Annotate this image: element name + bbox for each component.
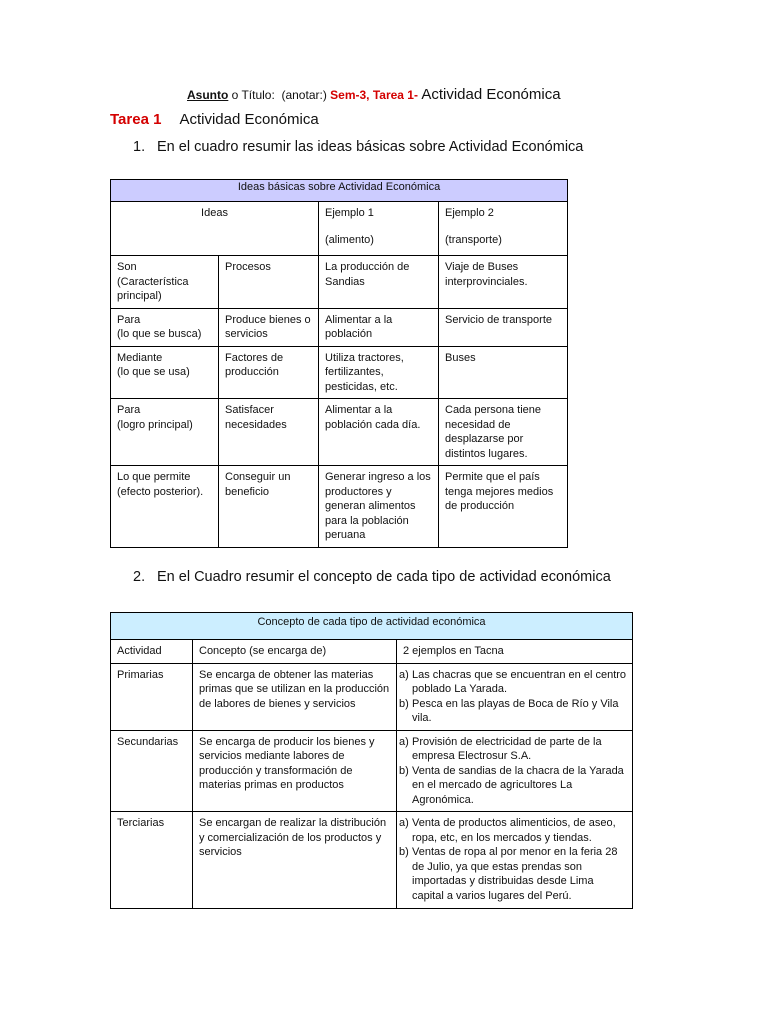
ejemplo-2-cell: Buses bbox=[439, 346, 568, 399]
idea-cell: Produce bienes o servicios bbox=[219, 308, 319, 346]
question-1-text: En el cuadro resumir las ideas básicas sobre Actividad Económica bbox=[157, 139, 584, 155]
task-label: Tarea 1 bbox=[110, 111, 162, 128]
list-marker: a) bbox=[399, 817, 409, 829]
ejemplo-2-cell: Viaje de Buses interprovinciales. bbox=[439, 256, 568, 309]
task-heading bbox=[110, 111, 319, 128]
list-marker: b) bbox=[399, 697, 409, 710]
subject-label: Asunto bbox=[187, 88, 229, 102]
col-header-ideas: Ideas bbox=[111, 202, 319, 256]
row-label-main: Mediante bbox=[117, 351, 163, 364]
list-item-text: Provisión de electricidad de parte de la empresa Electrosur S.A. bbox=[412, 735, 602, 762]
row-label bbox=[111, 399, 219, 466]
table-row bbox=[111, 399, 568, 466]
list-item-text: Las chacras que se encuentran en el centro poblado La Yarada. bbox=[412, 668, 627, 695]
activity-name: Secundarias bbox=[111, 730, 193, 812]
row-label-main: Para bbox=[117, 313, 141, 326]
idea-cell: Satisfacer necesidades bbox=[219, 399, 319, 466]
ejemplo-1-cell: Alimentar a la población bbox=[319, 308, 439, 346]
col-header-ejemplo-2 bbox=[439, 202, 568, 256]
document-subject bbox=[187, 86, 561, 103]
col-header-concepto: Concepto (se encarga de) bbox=[193, 639, 397, 663]
list-item bbox=[399, 816, 626, 845]
activity-name: Terciarias bbox=[111, 812, 193, 909]
row-label-main: Lo que permite bbox=[117, 471, 191, 483]
list-item-text: Venta de sandias de la chacra de la Yarada en el mercado de agricultores La Agronómica. bbox=[412, 764, 624, 806]
ejemplo-1-label: Ejemplo 1 bbox=[325, 207, 374, 219]
list-item-text: Ventas de ropa al por menor en la feria 28 de Julio, ya que estas prendas son importadas y distribuidas desde Lima capital a varios lugares del Perú. bbox=[412, 846, 618, 902]
row-label bbox=[111, 308, 219, 346]
row-label bbox=[111, 346, 219, 399]
subject-title: Actividad Económica bbox=[417, 86, 561, 103]
ejemplo-2-sub: (transporte) bbox=[445, 233, 502, 246]
col-header-ejemplos: 2 ejemplos en Tacna bbox=[397, 639, 633, 663]
list-item-text: Venta de productos alimenticios, de aseo, ropa, etc, en los mercados y tiendas. bbox=[412, 817, 616, 844]
activity-concept: Se encarga de producir los bienes y servicios mediante labores de producción y transformación de materias primas en productos bbox=[193, 730, 397, 812]
activity-examples bbox=[397, 812, 633, 909]
list-item bbox=[399, 845, 626, 903]
ejemplo-2-cell: Permite que el país tenga mejores medios de producción bbox=[439, 466, 568, 548]
row-label-main: Son bbox=[117, 261, 137, 273]
row-label bbox=[111, 256, 219, 309]
activity-concept: Se encarga de obtener las materias primas que se utilizan en la producción de labores de bienes y servicios bbox=[193, 663, 397, 730]
list-marker: a) bbox=[399, 668, 409, 681]
row-label-main: Para bbox=[117, 404, 141, 416]
activity-name: Primarias bbox=[111, 663, 193, 730]
question-2-text: En el Cuadro resumir el concepto de cada tipo de actividad económica bbox=[157, 569, 611, 585]
table-row bbox=[111, 663, 633, 730]
ejemplo-2-cell: Servicio de transporte bbox=[439, 308, 568, 346]
list-marker: b) bbox=[399, 764, 409, 777]
activity-concept: Se encargan de realizar la distribución y comercialización de los productos y servicios bbox=[193, 812, 397, 909]
subject-text: o Título: (anotar:) bbox=[228, 88, 331, 102]
ejemplo-1-cell: Generar ingreso a los productores y generan alimentos para la población peruana bbox=[319, 466, 439, 548]
col-header-actividad: Actividad bbox=[111, 639, 193, 663]
row-label-sub: (logro principal) bbox=[117, 418, 193, 431]
list-item bbox=[399, 697, 626, 726]
table-row bbox=[111, 730, 633, 812]
ejemplo-2-label: Ejemplo 2 bbox=[445, 207, 494, 219]
row-label-sub: (Característica principal) bbox=[117, 275, 189, 302]
row-label bbox=[111, 466, 219, 548]
ejemplo-1-cell: La producción de Sandias bbox=[319, 256, 439, 309]
question-1-number: 1. bbox=[133, 139, 146, 155]
subject-tag: Sem-3, Tarea 1- bbox=[330, 88, 418, 102]
ideas-table-header: Ideas básicas sobre Actividad Económica bbox=[111, 180, 568, 202]
table-row bbox=[111, 466, 568, 548]
ejemplo-2-cell: Cada persona tiene necesidad de desplazarse por distintos lugares. bbox=[439, 399, 568, 466]
ideas-table bbox=[110, 179, 568, 548]
task-title: Actividad Económica bbox=[179, 111, 319, 128]
col-header-ejemplo-1 bbox=[319, 202, 439, 256]
table-row bbox=[111, 812, 633, 909]
activity-table-header: Concepto de cada tipo de actividad económica bbox=[111, 613, 633, 640]
question-2-number: 2. bbox=[133, 569, 146, 585]
activity-examples bbox=[397, 663, 633, 730]
activity-examples bbox=[397, 730, 633, 812]
idea-cell: Procesos bbox=[219, 256, 319, 309]
ejemplo-1-sub: (alimento) bbox=[325, 233, 374, 246]
question-1 bbox=[133, 139, 583, 155]
list-marker: a) bbox=[399, 735, 409, 748]
list-item bbox=[399, 764, 626, 808]
row-label-sub: (efecto posterior). bbox=[117, 485, 204, 498]
idea-cell: Conseguir un beneficio bbox=[219, 466, 319, 548]
list-item-text: Pesca en las playas de Boca de Río y Vila vila. bbox=[412, 697, 619, 724]
question-2 bbox=[133, 569, 611, 585]
row-label-sub: (lo que se busca) bbox=[117, 328, 202, 340]
activity-types-table bbox=[110, 612, 633, 909]
list-marker: b) bbox=[399, 846, 409, 858]
list-item bbox=[399, 668, 626, 697]
ejemplo-1-cell: Utiliza tractores, fertilizantes, pesticidas, etc. bbox=[319, 346, 439, 399]
idea-cell: Factores de producción bbox=[219, 346, 319, 399]
list-item bbox=[399, 735, 626, 764]
table-row bbox=[111, 308, 568, 346]
table-row bbox=[111, 346, 568, 399]
table-row bbox=[111, 256, 568, 309]
ejemplo-1-cell: Alimentar a la población cada día. bbox=[319, 399, 439, 466]
row-label-sub: (lo que se usa) bbox=[117, 366, 190, 378]
